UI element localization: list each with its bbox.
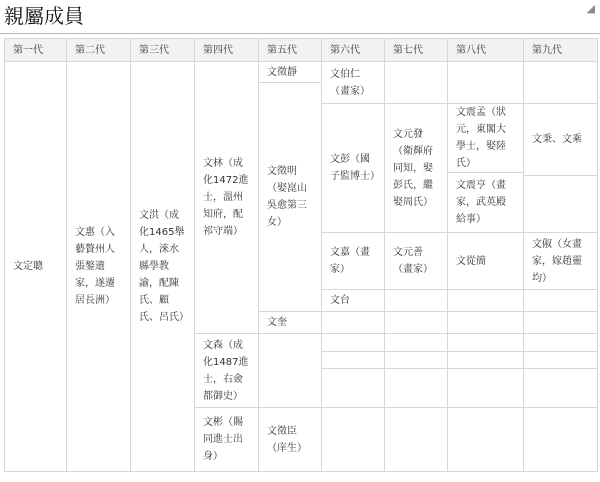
table-header-row <box>5 39 598 62</box>
cell-empty <box>385 312 448 334</box>
cell-empty <box>524 369 598 408</box>
header-gen-4: 第四代 <box>195 39 259 62</box>
cell-wen-sen: 文森（成化1487進士，右僉都御史） <box>195 334 259 408</box>
cell-empty <box>322 312 385 334</box>
cell-wen-zhengjing: 文徵靜 <box>259 62 322 83</box>
table-row <box>5 62 598 83</box>
cell-wen-boren: 文伯仁（畫家） <box>322 62 385 104</box>
family-members-table <box>4 38 598 472</box>
header-gen-1: 第一代 <box>5 39 67 62</box>
cell-wen-dingcong: 文定聰 <box>5 62 67 472</box>
cell-empty <box>524 334 598 352</box>
cell-empty <box>385 352 448 369</box>
section-header <box>0 0 600 36</box>
cell-empty <box>524 352 598 369</box>
cell-wen-yuanshan: 文元善（畫家） <box>385 233 448 290</box>
cell-wen-lin: 文林（成化1472進士，溫州知府，配祁守端） <box>195 62 259 334</box>
cell-empty <box>448 334 524 352</box>
cell-wen-bing: 文秉、文乘 <box>524 104 598 176</box>
cell-empty <box>385 62 448 104</box>
cell-empty <box>524 408 598 472</box>
cell-wen-zhengchen: 文徵臣（庠生） <box>259 408 322 472</box>
header-gen-3: 第三代 <box>131 39 195 62</box>
cell-empty <box>385 290 448 312</box>
cell-wen-kui: 文奎 <box>259 312 322 334</box>
header-gen-5: 第五代 <box>259 39 322 62</box>
cell-empty <box>322 369 385 408</box>
header-gen-6: 第六代 <box>322 39 385 62</box>
cell-empty <box>448 62 524 104</box>
header-gen-8: 第八代 <box>448 39 524 62</box>
cell-wen-hui: 文惠（入藝贅州人張鏊遺家，遂遷居長洲） <box>67 62 131 472</box>
cell-wen-zhengming: 文徵明（娶崑山吳愈第三女） <box>259 83 322 312</box>
section-divider <box>0 33 600 34</box>
cell-wen-zhenmeng: 文震孟（狀元，東閣大學士，娶陸氏） <box>448 104 524 173</box>
cell-wen-congjian: 文從簡 <box>448 233 524 290</box>
cell-empty <box>322 334 385 352</box>
cell-empty <box>385 369 448 408</box>
cell-wen-peng: 文彭（國子監博士） <box>322 104 385 233</box>
cell-empty <box>322 352 385 369</box>
cell-empty <box>385 334 448 352</box>
cell-empty <box>322 408 385 472</box>
cell-empty <box>448 352 524 369</box>
cell-wen-hong: 文洪（成化1465舉人，淶水縣學教諭，配陳氏、顧氏、呂氏） <box>131 62 195 472</box>
section-title: 親屬成員 <box>4 4 84 28</box>
cell-empty <box>524 62 598 104</box>
cell-wen-zhenheng: 文震亨（畫家，武英殿給事） <box>448 173 524 233</box>
cell-empty <box>448 290 524 312</box>
cell-wen-jia: 文嘉（畫家） <box>322 233 385 290</box>
cell-empty <box>448 312 524 334</box>
cell-wen-chu: 文俶（女畫家，嫁趙靈均） <box>524 233 598 290</box>
header-gen-7: 第七代 <box>385 39 448 62</box>
cell-empty <box>448 369 524 408</box>
cell-empty <box>524 290 598 312</box>
cell-empty <box>385 408 448 472</box>
cell-wen-bin: 文彬（賜同進士出身） <box>195 408 259 472</box>
cell-empty <box>259 334 322 408</box>
cell-empty <box>448 408 524 472</box>
cell-wen-yuanfa: 文元發（衛輝府同知，娶彭氏，繼娶周氏） <box>385 104 448 233</box>
collapse-icon[interactable]: ◢ <box>586 2 595 15</box>
cell-empty <box>524 312 598 334</box>
cell-wen-tai: 文台 <box>322 290 385 312</box>
cell-empty <box>524 176 598 233</box>
header-gen-9: 第九代 <box>524 39 598 62</box>
header-gen-2: 第二代 <box>67 39 131 62</box>
